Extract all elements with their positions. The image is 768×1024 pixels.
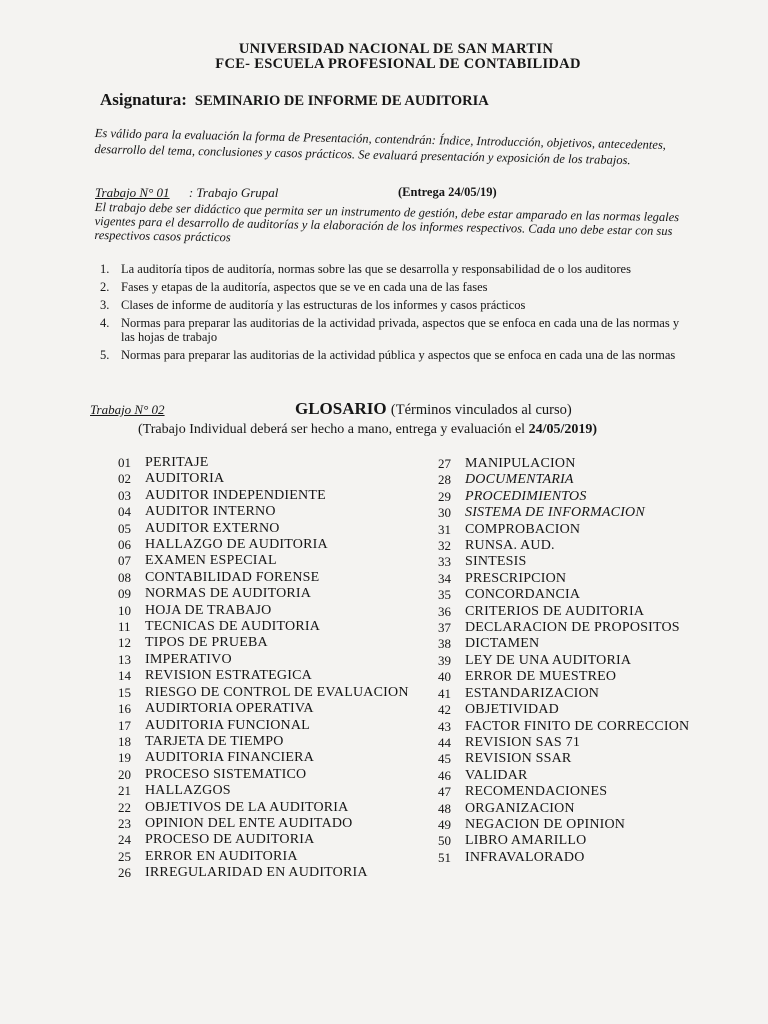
glossary-item <box>118 504 438 520</box>
glossary-term: LIBRO AMARILLO <box>465 833 587 849</box>
glossary-column-left <box>118 455 438 882</box>
glossary-number: 47 <box>438 784 451 800</box>
glossary-number: 37 <box>438 620 451 636</box>
glossary-term: NORMAS DE AUDITORIA <box>145 586 312 602</box>
glossary-item <box>118 849 438 865</box>
trabajo2-note <box>138 422 597 438</box>
glossary-item <box>438 833 738 849</box>
glossary-item <box>438 768 738 784</box>
subject-label: Asignatura: <box>100 90 187 109</box>
glossary-number: 17 <box>118 717 131 733</box>
glossary-number: 13 <box>118 651 131 667</box>
glossary-item <box>118 865 438 881</box>
glossary-number: 25 <box>118 848 131 864</box>
list-item <box>100 316 696 344</box>
item-text: La auditoría tipos de auditoría, normas sobre las que se desarrolla y responsabilidad de o los auditores <box>121 262 631 276</box>
glossary-item <box>118 553 438 569</box>
glossary-item <box>438 489 738 505</box>
glossary-term: COMPROBACION <box>465 521 581 537</box>
glossary-term: CONCORDANCIA <box>465 587 581 603</box>
glossary-number: 04 <box>118 504 131 520</box>
glossary-term: HALLAZGO DE AUDITORIA <box>145 537 328 553</box>
glossary-number: 18 <box>118 733 131 749</box>
glossary-number: 10 <box>118 602 131 618</box>
glossary-item <box>118 652 438 668</box>
glossary-number: 43 <box>438 718 451 734</box>
trabajo2-heading <box>90 399 710 442</box>
glossary-item <box>118 619 438 635</box>
glossary-number: 07 <box>118 553 131 569</box>
glossary-term: TARJETA DE TIEMPO <box>145 733 284 749</box>
glossary-item <box>438 801 738 817</box>
glossary-number: 34 <box>438 570 451 586</box>
glossary-item <box>438 784 738 800</box>
glossary-item <box>438 817 738 833</box>
glossary-number: 48 <box>438 800 451 816</box>
glossary-number: 03 <box>118 487 131 503</box>
glossary-number: 32 <box>438 538 451 554</box>
glossary-term: DOCUMENTARIA <box>465 472 574 488</box>
university-name: UNIVERSIDAD NACIONAL DE SAN MARTIN <box>238 41 554 57</box>
list-item <box>100 298 696 312</box>
glossary-term: AUDITOR INDEPENDIENTE <box>145 487 326 503</box>
item-number: 5. <box>100 348 110 362</box>
glossary-number: 39 <box>438 652 451 668</box>
glossary-item <box>438 702 738 718</box>
item-number: 3. <box>100 298 110 312</box>
glossary-term: RIESGO DE CONTROL DE EVALUACION <box>145 684 409 700</box>
glossary-number: 22 <box>118 799 131 815</box>
glossary-term: NEGACION DE OPINION <box>465 816 626 832</box>
glossary-item <box>438 669 738 685</box>
trabajo1-topic-list <box>100 262 696 366</box>
glossary-item <box>118 685 438 701</box>
glossary-item <box>118 570 438 586</box>
glossary-term: SINTESIS <box>465 554 527 570</box>
glossary-term: TECNICAS DE AUDITORIA <box>145 619 321 635</box>
glossary-item <box>118 816 438 832</box>
glossary-item <box>118 668 438 684</box>
glossary-item <box>438 850 738 866</box>
item-number: 4. <box>100 316 110 330</box>
glossary-number: 23 <box>118 815 131 831</box>
glossary-number: 27 <box>438 456 451 471</box>
trabajo2-note-date: 24/05/2019) <box>528 422 598 437</box>
glossary-term: FACTOR FINITO DE CORRECCION <box>465 718 690 734</box>
glossary-term: OPINION DEL ENTE AUDITADO <box>145 815 353 831</box>
glossary-item <box>438 554 738 570</box>
glossary-number: 35 <box>438 587 451 603</box>
glossary-item <box>118 800 438 816</box>
list-item <box>100 262 696 276</box>
glossary-term: OBJETIVIDAD <box>465 702 559 718</box>
glossary-item <box>118 521 438 537</box>
item-text: Clases de informe de auditoría y las estructuras de los informes y casos prácticos <box>121 298 526 312</box>
glossary-number: 01 <box>118 455 131 470</box>
glossary-number: 26 <box>118 865 131 881</box>
glossary-number: 14 <box>118 668 131 684</box>
glossary-term: SISTEMA DE INFORMACION <box>465 505 645 521</box>
glossary-term: AUDITOR INTERNO <box>145 504 276 520</box>
glossary-term: EXAMEN ESPECIAL <box>145 553 277 569</box>
glossary-term: DECLARACION DE PROPOSITOS <box>465 620 680 636</box>
glossary-term: PROCESO DE AUDITORIA <box>145 832 315 848</box>
glossary-number: 19 <box>118 750 131 766</box>
glossary-number: 12 <box>118 635 131 651</box>
glossary-number: 45 <box>438 751 451 767</box>
trabajo1-description: El trabajo debe ser didáctico que permita ser un instrumento de gestión, debe estar amparado en las normas legales vigentes para el desarrollo de auditorías y la elaboración de los informes respectivos. Cada uno debe estar con sus respectivos casos prácticos <box>94 200 680 245</box>
glossary-term: REVISION SAS 71 <box>465 734 581 750</box>
glossary-term: TIPOS DE PRUEBA <box>145 635 268 651</box>
glossary-term: PERITAJE <box>145 455 209 470</box>
glossary-number: 33 <box>438 554 451 570</box>
glossary-term: RECOMENDACIONES <box>465 784 608 800</box>
glossary-subtitle: (Términos vinculados al curso) <box>390 402 572 418</box>
glossary-item <box>118 537 438 553</box>
glossary-term: MANIPULACION <box>465 456 576 471</box>
trabajo1-heading <box>95 185 515 201</box>
trabajo1-date: (Entrega 24/05/19) <box>398 185 497 199</box>
intro-paragraph: Es válido para la evaluación la forma de Presentación, contendrán: Índice, Introducción, objetivos, antecedentes, desarrollo del tema, conclusiones y casos prácticos. Se evaluará presentación y exposición de los trabajos. <box>94 126 667 167</box>
glossary-item <box>118 586 438 602</box>
glossary-term: AUDIRTORIA OPERATIVA <box>145 701 314 717</box>
glossary-number: 36 <box>438 603 451 619</box>
glossary-number: 24 <box>118 832 131 848</box>
glossary-term: INFRAVALORADO <box>465 849 585 865</box>
glossary-number: 50 <box>438 833 451 849</box>
trabajo2-label: Trabajo N° 02 <box>90 402 165 417</box>
glossary-number: 30 <box>438 505 451 521</box>
glossary-number: 31 <box>438 521 451 537</box>
glossary-number: 44 <box>438 734 451 750</box>
glossary-item <box>438 456 738 472</box>
item-text: Fases y etapas de la auditoría, aspectos que se ve en cada una de las fases <box>121 280 488 294</box>
glossary-number: 42 <box>438 702 451 718</box>
list-item <box>100 280 696 294</box>
glossary-item <box>118 832 438 848</box>
glossary-item <box>118 767 438 783</box>
glossary-item <box>438 571 738 587</box>
glossary-number: 46 <box>438 767 451 783</box>
glossary-number: 40 <box>438 669 451 685</box>
item-text: Normas para preparar las auditorias de la actividad privada, aspectos que se enfoca en cada una de las normas y las hojas de trabajo <box>121 316 680 344</box>
glossary-term: VALIDAR <box>465 767 528 783</box>
glossary-number: 08 <box>118 569 131 585</box>
glossary-item <box>438 636 738 652</box>
glossary-term: REVISION SSAR <box>465 751 572 767</box>
glossary-number: 28 <box>438 472 451 488</box>
trabajo2-note-text: (Trabajo Individual deberá ser hecho a mano, entrega y evaluación el <box>138 422 526 437</box>
trabajo1-type: : Trabajo Grupal <box>188 185 279 200</box>
glossary-title-text: GLOSARIO <box>295 399 387 418</box>
glossary-number: 06 <box>118 537 131 553</box>
glossary-item <box>118 750 438 766</box>
glossary-item <box>438 522 738 538</box>
trabajo1-label: Trabajo N° 01 <box>95 185 170 200</box>
glossary-number: 20 <box>118 766 131 782</box>
glossary-number: 29 <box>438 488 451 504</box>
glossary-number: 16 <box>118 701 131 717</box>
glossary-term: AUDITORIA FINANCIERA <box>145 750 315 766</box>
glossary-item <box>438 735 738 751</box>
glossary-term: PROCESO SISTEMATICO <box>145 766 307 782</box>
glossary-term: ERROR EN AUDITORIA <box>145 848 298 864</box>
glossary-item <box>118 603 438 619</box>
glossary-item <box>118 783 438 799</box>
subject-value: SEMINARIO DE INFORME DE AUDITORIA <box>194 93 489 109</box>
glossary-number: 51 <box>438 849 451 865</box>
glossary-term: AUDITORIA <box>145 471 225 487</box>
glossary-term: HOJA DE TRABAJO <box>145 602 272 618</box>
glossary-term: AUDITORIA FUNCIONAL <box>145 717 310 733</box>
glossary-item <box>438 604 738 620</box>
glossary-term: IMPERATIVO <box>145 651 232 667</box>
glossary-term: ERROR DE MUESTREO <box>465 669 617 685</box>
glossary-term: DICTAMEN <box>465 636 540 652</box>
glossary-term: LEY DE UNA AUDITORIA <box>465 652 632 668</box>
glossary-term: CRITERIOS DE AUDITORIA <box>465 603 645 619</box>
glossary-item <box>118 701 438 717</box>
glossary-term: ORGANIZACION <box>465 800 575 816</box>
glossary-term: OBJETIVOS DE LA AUDITORIA <box>145 799 349 815</box>
glossary-item <box>438 472 738 488</box>
glossary-item <box>438 751 738 767</box>
glossary-title <box>295 399 572 419</box>
glossary-column-right <box>438 456 738 866</box>
glossary-item <box>438 505 738 521</box>
glossary-term: CONTABILIDAD FORENSE <box>145 569 320 585</box>
glossary-item <box>438 653 738 669</box>
glossary-number: 41 <box>438 685 451 701</box>
glossary-number: 38 <box>438 636 451 652</box>
glossary-term: PROCEDIMIENTOS <box>465 488 587 504</box>
list-item <box>100 348 696 362</box>
glossary-number: 49 <box>438 816 451 832</box>
glossary-term: AUDITOR EXTERNO <box>145 520 280 536</box>
item-number: 1. <box>100 262 110 276</box>
glossary-term: RUNSA. AUD. <box>465 538 555 554</box>
school-name: FCE- ESCUELA PROFESIONAL DE CONTABILIDAD <box>215 56 581 72</box>
glossary-item <box>118 635 438 651</box>
glossary-number: 15 <box>118 684 131 700</box>
glossary-item <box>438 620 738 636</box>
glossary-number: 05 <box>118 520 131 536</box>
glossary-item <box>118 734 438 750</box>
glossary-item <box>118 718 438 734</box>
glossary-term: IRREGULARIDAD EN AUDITORIA <box>145 865 368 881</box>
glossary-item <box>438 538 738 554</box>
glossary-item <box>438 686 738 702</box>
item-number: 2. <box>100 280 110 294</box>
glossary-number: 09 <box>118 586 131 602</box>
glossary-term: ESTANDARIZACION <box>465 685 600 701</box>
glossary-term: REVISION ESTRATEGICA <box>145 668 312 684</box>
glossary-item <box>438 587 738 603</box>
glossary-item <box>118 488 438 504</box>
item-text: Normas para preparar las auditorias de la actividad pública y aspectos que se enfoca en cada una de las normas <box>121 348 676 362</box>
glossary-item <box>438 719 738 735</box>
glossary-number: 02 <box>118 471 131 487</box>
subject-line <box>100 90 489 110</box>
glossary-item <box>118 471 438 487</box>
glossary-term: PRESCRIPCION <box>465 570 567 586</box>
glossary-number: 21 <box>118 783 131 799</box>
glossary-number: 11 <box>118 619 131 635</box>
glossary-item <box>118 455 438 471</box>
glossary-term: HALLAZGOS <box>145 783 231 799</box>
